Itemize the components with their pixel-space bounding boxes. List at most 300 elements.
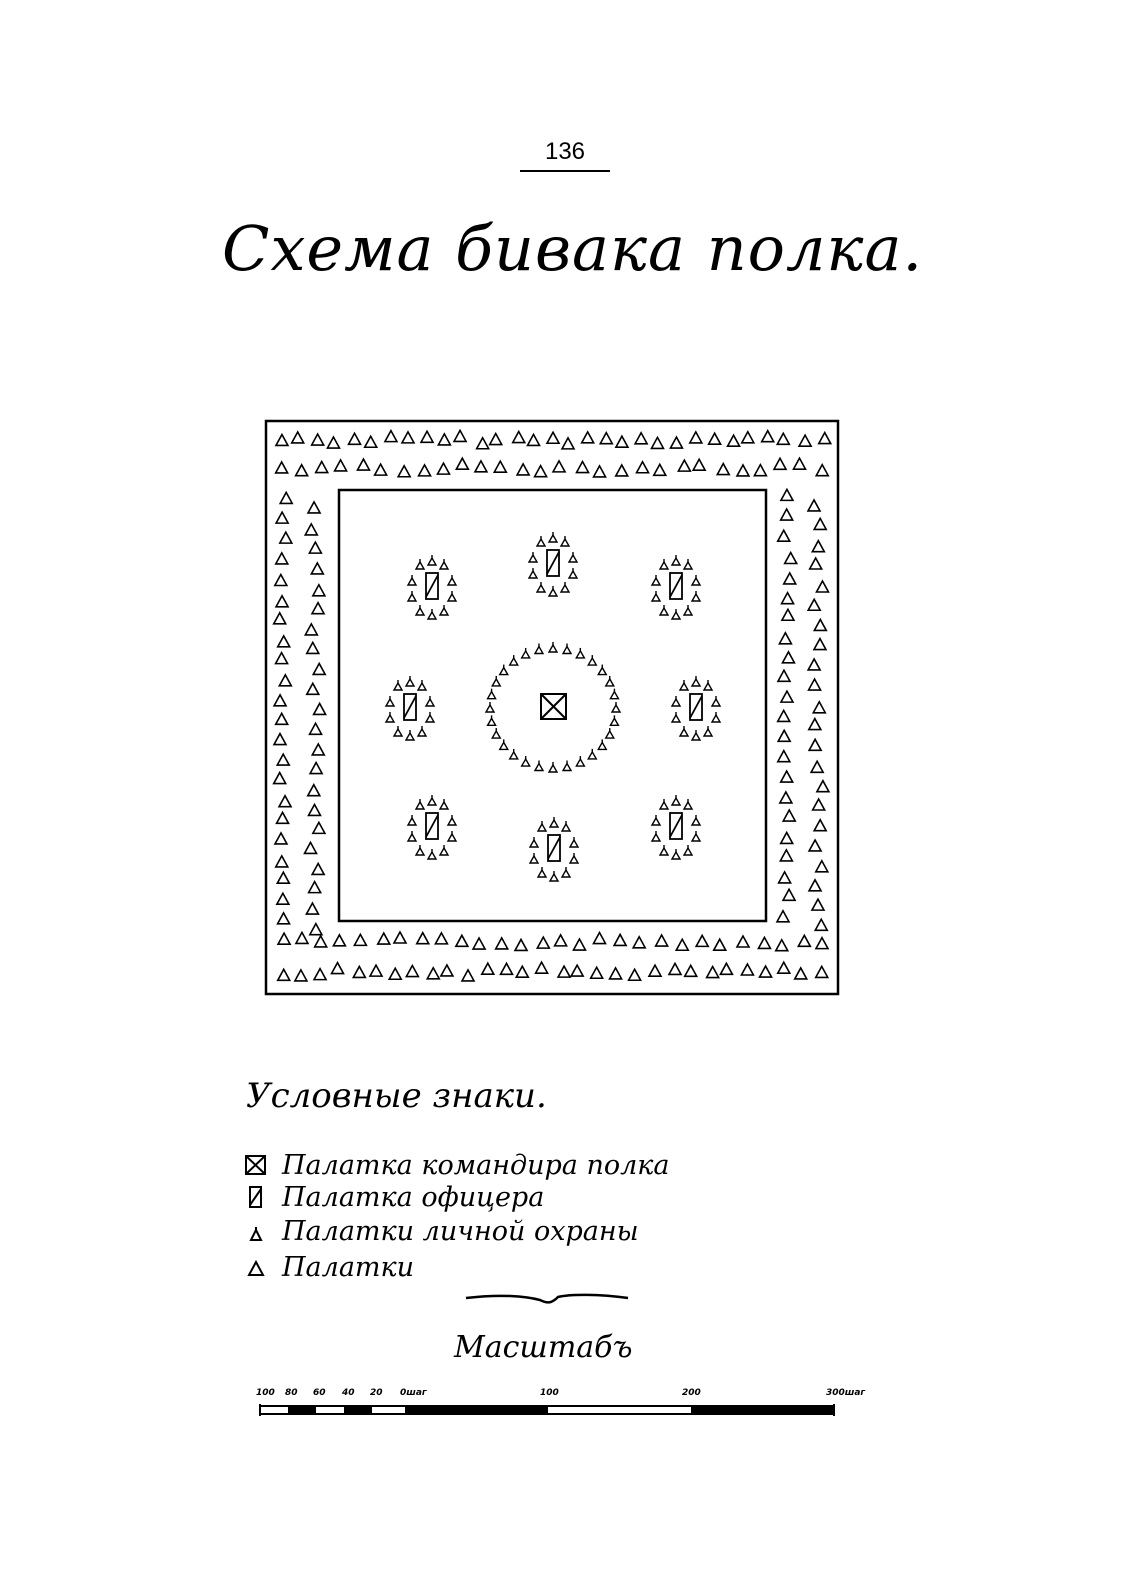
tent-icon bbox=[305, 624, 317, 635]
guard-tent-icon bbox=[535, 644, 543, 654]
scale-tick-label: 80 bbox=[285, 1388, 298, 1398]
tent-icon bbox=[780, 792, 792, 803]
tent-icon bbox=[535, 466, 547, 477]
tent-icon bbox=[651, 437, 663, 448]
guard-tent-icon bbox=[606, 676, 614, 686]
tent-icon bbox=[475, 461, 487, 472]
guard-tent-icon bbox=[426, 712, 434, 722]
tent-icon bbox=[737, 465, 749, 476]
tent-icon bbox=[308, 502, 320, 513]
tent-icon bbox=[558, 966, 570, 977]
tent-icon bbox=[477, 438, 489, 449]
guard-tent-icon bbox=[522, 648, 530, 658]
tent-icon bbox=[370, 965, 382, 976]
tent-icon bbox=[741, 964, 753, 975]
guard-tent-icon bbox=[712, 712, 720, 722]
guard-tent-icon bbox=[672, 849, 680, 859]
scale-tick-label: 100 bbox=[540, 1388, 559, 1398]
tent-icon bbox=[296, 932, 308, 943]
tent-icon bbox=[496, 938, 508, 949]
guard-tent-icon bbox=[684, 559, 692, 569]
officer-tent-icon bbox=[404, 694, 416, 720]
officer-tent-icon bbox=[426, 573, 438, 599]
tent-icon bbox=[349, 433, 361, 444]
tent-icon bbox=[419, 465, 431, 476]
officer-tent-icon bbox=[548, 835, 560, 861]
tent-icon bbox=[375, 464, 387, 475]
tent-icon bbox=[670, 437, 682, 448]
tent-icon bbox=[276, 512, 288, 523]
guard-tent-icon bbox=[418, 680, 426, 690]
tent-icon bbox=[616, 465, 628, 476]
guard-tent-icon bbox=[684, 605, 692, 615]
guard-tent-icon bbox=[562, 867, 570, 877]
guard-tent-icon bbox=[660, 845, 668, 855]
guard-tent-icon bbox=[416, 799, 424, 809]
tent-icon bbox=[276, 596, 288, 607]
tent-icon bbox=[313, 663, 325, 674]
tent-icon bbox=[782, 652, 794, 663]
guard-tent-icon bbox=[550, 817, 558, 827]
guard-tent-icon bbox=[416, 845, 424, 855]
guard-tent-icon bbox=[408, 591, 416, 601]
tent-icon bbox=[813, 799, 825, 810]
tent-icon bbox=[278, 636, 290, 647]
tent-icon bbox=[311, 563, 323, 574]
tent-icon bbox=[754, 465, 766, 476]
tent-icon bbox=[438, 434, 450, 445]
tent-icon bbox=[454, 430, 466, 441]
tent-icon bbox=[778, 962, 790, 973]
tent-icon bbox=[313, 585, 325, 596]
guard-tent-icon bbox=[562, 821, 570, 831]
tent-icon bbox=[280, 532, 292, 543]
tent-icon bbox=[577, 462, 589, 473]
decorative-flourish bbox=[466, 1295, 628, 1303]
guard-tent-icon bbox=[428, 609, 436, 619]
scale-segment bbox=[405, 1406, 548, 1414]
tent-icon bbox=[779, 872, 791, 883]
tent-icon bbox=[780, 850, 792, 861]
tent-icon bbox=[277, 754, 289, 765]
tent-icon bbox=[616, 436, 628, 447]
tent-icon bbox=[814, 639, 826, 650]
tent-icon bbox=[244, 1255, 268, 1279]
tent-icon bbox=[812, 899, 824, 910]
tent-icon bbox=[777, 911, 789, 922]
guard-tent-icon bbox=[606, 728, 614, 738]
guard-tent-icon bbox=[612, 702, 620, 712]
guard-tent-icon bbox=[428, 555, 436, 565]
tent-icon bbox=[314, 703, 326, 714]
legend-item-commander bbox=[244, 1148, 670, 1182]
guard-tent-icon bbox=[610, 689, 618, 699]
guard-tent-icon bbox=[704, 726, 712, 736]
tent-icon bbox=[275, 833, 287, 844]
guard-tent-icon bbox=[672, 555, 680, 565]
tent-icon bbox=[808, 599, 820, 610]
tent-icon bbox=[312, 863, 324, 874]
guard-tent-icon bbox=[680, 726, 688, 736]
legend-label: Палатки личной охраны bbox=[282, 1215, 639, 1247]
scale-tick-label: 40 bbox=[342, 1388, 355, 1398]
tent-icon bbox=[774, 458, 786, 469]
guard-tent-icon bbox=[569, 568, 577, 578]
tent-icon bbox=[441, 965, 453, 976]
scale-bar bbox=[260, 1404, 834, 1416]
tent-icon bbox=[307, 683, 319, 694]
scale-tick-label: 0шаг bbox=[400, 1388, 427, 1398]
guard-tent-icon bbox=[394, 726, 402, 736]
tent-icon bbox=[573, 939, 585, 950]
guard-tent-icon bbox=[529, 568, 537, 578]
guard-tent-icon bbox=[549, 642, 557, 652]
tent-icon bbox=[819, 433, 831, 444]
tent-icon bbox=[357, 459, 369, 470]
tent-icon bbox=[456, 458, 468, 469]
tent-icon bbox=[494, 461, 506, 472]
guard-tent-icon bbox=[561, 582, 569, 592]
scale-segment bbox=[288, 1406, 316, 1414]
guard-tent-icon bbox=[538, 821, 546, 831]
guard-tent-icon bbox=[652, 575, 660, 585]
guard-tent-icon bbox=[569, 552, 577, 562]
tent-icon bbox=[810, 558, 822, 569]
scale-tick-label: 300шаг bbox=[826, 1388, 866, 1398]
scale-segment bbox=[691, 1406, 834, 1414]
tent-icon bbox=[571, 965, 583, 976]
tent-icon bbox=[517, 464, 529, 475]
guard-tent-icon bbox=[500, 665, 508, 675]
tent-icon bbox=[785, 552, 797, 563]
tent-icon bbox=[600, 433, 612, 444]
tent-icon bbox=[427, 968, 439, 979]
guard-tent-icon bbox=[244, 1219, 268, 1243]
guard-tent-icon bbox=[486, 702, 494, 712]
guard-tent-icon bbox=[570, 853, 578, 863]
tent-icon bbox=[816, 465, 828, 476]
tent-icon bbox=[421, 431, 433, 442]
scale-heading: Масштабъ bbox=[454, 1330, 633, 1365]
tent-icon bbox=[456, 935, 468, 946]
tent-icon bbox=[276, 434, 288, 445]
guard-tent-icon bbox=[598, 665, 606, 675]
tent-icon bbox=[309, 882, 321, 893]
tent-icon bbox=[305, 524, 317, 535]
tent-icon bbox=[717, 464, 729, 475]
guard-tent-icon bbox=[549, 532, 557, 542]
scale-tick-label: 60 bbox=[313, 1388, 326, 1398]
tent-icon bbox=[781, 771, 793, 782]
tent-icon bbox=[536, 962, 548, 973]
tent-icon bbox=[292, 432, 304, 443]
tent-icon bbox=[313, 822, 325, 833]
guard-tent-icon bbox=[440, 605, 448, 615]
guard-tent-icon bbox=[652, 591, 660, 601]
tent-icon bbox=[462, 970, 474, 981]
guard-tent-icon bbox=[537, 582, 545, 592]
tent-icon bbox=[762, 431, 774, 442]
guard-tent-icon bbox=[672, 712, 680, 722]
guard-tent-icon bbox=[684, 799, 692, 809]
guard-tent-icon bbox=[598, 739, 606, 749]
guard-tent-icon bbox=[563, 644, 571, 654]
legend-heading: Условные знаки. bbox=[246, 1076, 547, 1116]
tent-icon bbox=[594, 466, 606, 477]
tent-icon bbox=[547, 432, 559, 443]
guard-tent-icon bbox=[537, 536, 545, 546]
tent-icon bbox=[593, 933, 605, 944]
tent-icon bbox=[782, 609, 794, 620]
tent-icon bbox=[394, 932, 406, 943]
tent-icon bbox=[778, 530, 790, 541]
tent-icon bbox=[633, 937, 645, 948]
tent-icon bbox=[669, 963, 681, 974]
guard-tent-icon bbox=[570, 837, 578, 847]
tent-icon bbox=[398, 466, 410, 477]
officer-group bbox=[652, 795, 700, 859]
legend-item-tent bbox=[244, 1250, 414, 1284]
guard-tent-icon bbox=[692, 591, 700, 601]
officer-group bbox=[529, 532, 577, 596]
tent-icon bbox=[714, 939, 726, 950]
tent-icon bbox=[501, 963, 513, 974]
guard-tent-icon bbox=[408, 575, 416, 585]
tent-icon bbox=[312, 744, 324, 755]
tent-icon bbox=[782, 593, 794, 604]
legend-item-guard bbox=[244, 1214, 639, 1248]
officer-tent-icon bbox=[690, 694, 702, 720]
guard-tent-icon bbox=[660, 559, 668, 569]
tent-icon bbox=[814, 518, 826, 529]
tent-icon bbox=[310, 723, 322, 734]
tent-icon bbox=[353, 966, 365, 977]
guard-tent-icon bbox=[529, 552, 537, 562]
guard-tent-icon bbox=[426, 696, 434, 706]
tent-icon bbox=[654, 464, 666, 475]
guard-tent-icon bbox=[660, 799, 668, 809]
tent-icon bbox=[279, 796, 291, 807]
guard-tent-icon bbox=[440, 799, 448, 809]
tent-icon bbox=[435, 933, 447, 944]
tent-icon bbox=[308, 785, 320, 796]
tent-icon bbox=[784, 573, 796, 584]
tent-icon bbox=[811, 761, 823, 772]
commander-tent-icon bbox=[541, 694, 566, 719]
tent-icon bbox=[808, 500, 820, 511]
tent-icon bbox=[274, 734, 286, 745]
tent-icon bbox=[781, 489, 793, 500]
tent-icon bbox=[280, 492, 292, 503]
tent-icon bbox=[276, 653, 288, 664]
guard-tent-icon bbox=[680, 680, 688, 690]
guard-tent-icon bbox=[510, 749, 518, 759]
guard-tent-icon bbox=[692, 730, 700, 740]
tent-icon bbox=[783, 889, 795, 900]
tent-icon bbox=[306, 903, 318, 914]
tent-icon bbox=[781, 509, 793, 520]
guard-tent-icon bbox=[588, 655, 596, 665]
officer-group bbox=[530, 817, 578, 881]
tent-icon bbox=[276, 462, 288, 473]
tent-icon bbox=[316, 462, 328, 473]
guard-tent-icon bbox=[652, 831, 660, 841]
officer-group bbox=[408, 555, 456, 619]
tent-icon bbox=[816, 581, 828, 592]
tent-icon bbox=[816, 861, 828, 872]
officer-tent-icon bbox=[547, 550, 559, 576]
guard-tent-icon bbox=[704, 680, 712, 690]
legend-label: Палатка офицера bbox=[282, 1181, 545, 1213]
tent-icon bbox=[778, 710, 790, 721]
officer-group bbox=[386, 676, 434, 740]
tent-icon bbox=[305, 842, 317, 853]
tent-icon bbox=[649, 965, 661, 976]
guard-tent-icon bbox=[406, 676, 414, 686]
tent-icon bbox=[555, 935, 567, 946]
guard-tent-icon bbox=[550, 871, 558, 881]
officer-group bbox=[408, 795, 456, 859]
guard-tent-icon bbox=[440, 559, 448, 569]
diagram-title: Схема бивака полка. bbox=[222, 212, 924, 285]
guard-tent-icon bbox=[712, 696, 720, 706]
tent-icon bbox=[795, 968, 807, 979]
guard-tent-icon bbox=[448, 831, 456, 841]
officer-tent-icon bbox=[244, 1185, 268, 1209]
guard-tent-icon bbox=[672, 696, 680, 706]
tent-icon bbox=[310, 763, 322, 774]
tent-icon bbox=[278, 933, 290, 944]
officer-tent-icon bbox=[670, 813, 682, 839]
guard-tent-icon bbox=[510, 655, 518, 665]
tent-icon bbox=[274, 695, 286, 706]
tent-icon bbox=[591, 967, 603, 978]
tent-icon bbox=[417, 933, 429, 944]
guard-tent-icon bbox=[588, 749, 596, 759]
tent-icon bbox=[808, 659, 820, 670]
tent-icon bbox=[437, 463, 449, 474]
tent-icon bbox=[783, 810, 795, 821]
guard-tent-icon bbox=[448, 591, 456, 601]
tent-icon bbox=[314, 969, 326, 980]
tent-icon bbox=[629, 969, 641, 980]
tent-icon bbox=[312, 434, 324, 445]
guard-tent-icon bbox=[492, 728, 500, 738]
guard-tent-icon bbox=[500, 739, 508, 749]
guard-tent-icon bbox=[428, 795, 436, 805]
guard-tent-icon bbox=[610, 715, 618, 725]
guard-tent-icon bbox=[408, 815, 416, 825]
guard-tent-icon bbox=[488, 715, 496, 725]
tent-icon bbox=[813, 702, 825, 713]
tent-icon bbox=[798, 935, 810, 946]
tent-icon bbox=[610, 968, 622, 979]
guard-tent-icon bbox=[561, 536, 569, 546]
guard-tent-icon bbox=[530, 837, 538, 847]
scale-tick-label: 100 bbox=[256, 1388, 275, 1398]
tent-icon bbox=[277, 812, 289, 823]
guard-tent-icon bbox=[549, 586, 557, 596]
tent-icon bbox=[537, 937, 549, 948]
tent-icon bbox=[402, 432, 414, 443]
tent-icon bbox=[490, 434, 502, 445]
tent-icon bbox=[278, 969, 290, 980]
page-number: 136 bbox=[544, 138, 586, 165]
tent-icon bbox=[693, 459, 705, 470]
legend-label: Палатки bbox=[282, 1251, 415, 1283]
tent-icon bbox=[814, 820, 826, 831]
tent-icon bbox=[378, 933, 390, 944]
guard-tent-icon bbox=[684, 845, 692, 855]
tent-icon bbox=[778, 730, 790, 741]
tent-icon bbox=[809, 840, 821, 851]
guard-tent-icon bbox=[448, 575, 456, 585]
scale-tick-label: 20 bbox=[370, 1388, 383, 1398]
tent-icon bbox=[812, 541, 824, 552]
guard-tent-icon bbox=[576, 648, 584, 658]
guard-tent-icon bbox=[563, 760, 571, 770]
tent-icon bbox=[562, 438, 574, 449]
tent-icon bbox=[308, 804, 320, 815]
tent-icon bbox=[737, 936, 749, 947]
tent-icon bbox=[277, 872, 289, 883]
guard-tent-icon bbox=[538, 867, 546, 877]
tent-icon bbox=[742, 432, 754, 443]
guard-tent-icon bbox=[522, 756, 530, 766]
tent-icon bbox=[685, 965, 697, 976]
tent-icon bbox=[815, 919, 827, 930]
tent-icon bbox=[333, 935, 345, 946]
tent-icon bbox=[777, 433, 789, 444]
guard-tent-icon bbox=[652, 815, 660, 825]
tent-icon bbox=[310, 924, 322, 935]
tent-icon bbox=[276, 713, 288, 724]
tent-icon bbox=[758, 937, 770, 948]
guard-tent-icon bbox=[549, 762, 557, 772]
scale-tick-label: 200 bbox=[682, 1388, 701, 1398]
tent-icon bbox=[327, 437, 339, 448]
guard-tent-icon bbox=[576, 756, 584, 766]
officer-tent-icon bbox=[670, 573, 682, 599]
commander-group bbox=[486, 642, 620, 772]
tent-icon bbox=[809, 719, 821, 730]
commander-tent-icon bbox=[244, 1153, 268, 1177]
tent-icon bbox=[315, 936, 327, 947]
tent-icon bbox=[354, 934, 366, 945]
tent-icon bbox=[779, 633, 791, 644]
tent-icon bbox=[778, 751, 790, 762]
guard-tent-icon bbox=[408, 831, 416, 841]
tent-icon bbox=[817, 781, 829, 792]
tent-icon bbox=[515, 939, 527, 950]
guard-tent-icon bbox=[692, 676, 700, 686]
guard-tent-icon bbox=[672, 795, 680, 805]
tent-icon bbox=[816, 938, 828, 949]
guard-tent-icon bbox=[488, 689, 496, 699]
guard-tent-icon bbox=[492, 676, 500, 686]
officer-tent-icon bbox=[426, 813, 438, 839]
tent-icon bbox=[516, 966, 528, 977]
tent-icon bbox=[793, 458, 805, 469]
guard-tent-icon bbox=[535, 760, 543, 770]
tent-icon bbox=[728, 435, 740, 446]
tent-icon bbox=[279, 675, 291, 686]
guard-tent-icon bbox=[692, 815, 700, 825]
tent-icon bbox=[274, 613, 286, 624]
guard-tent-icon bbox=[428, 849, 436, 859]
legend-item-officer bbox=[244, 1180, 544, 1214]
tent-icon bbox=[335, 460, 347, 471]
